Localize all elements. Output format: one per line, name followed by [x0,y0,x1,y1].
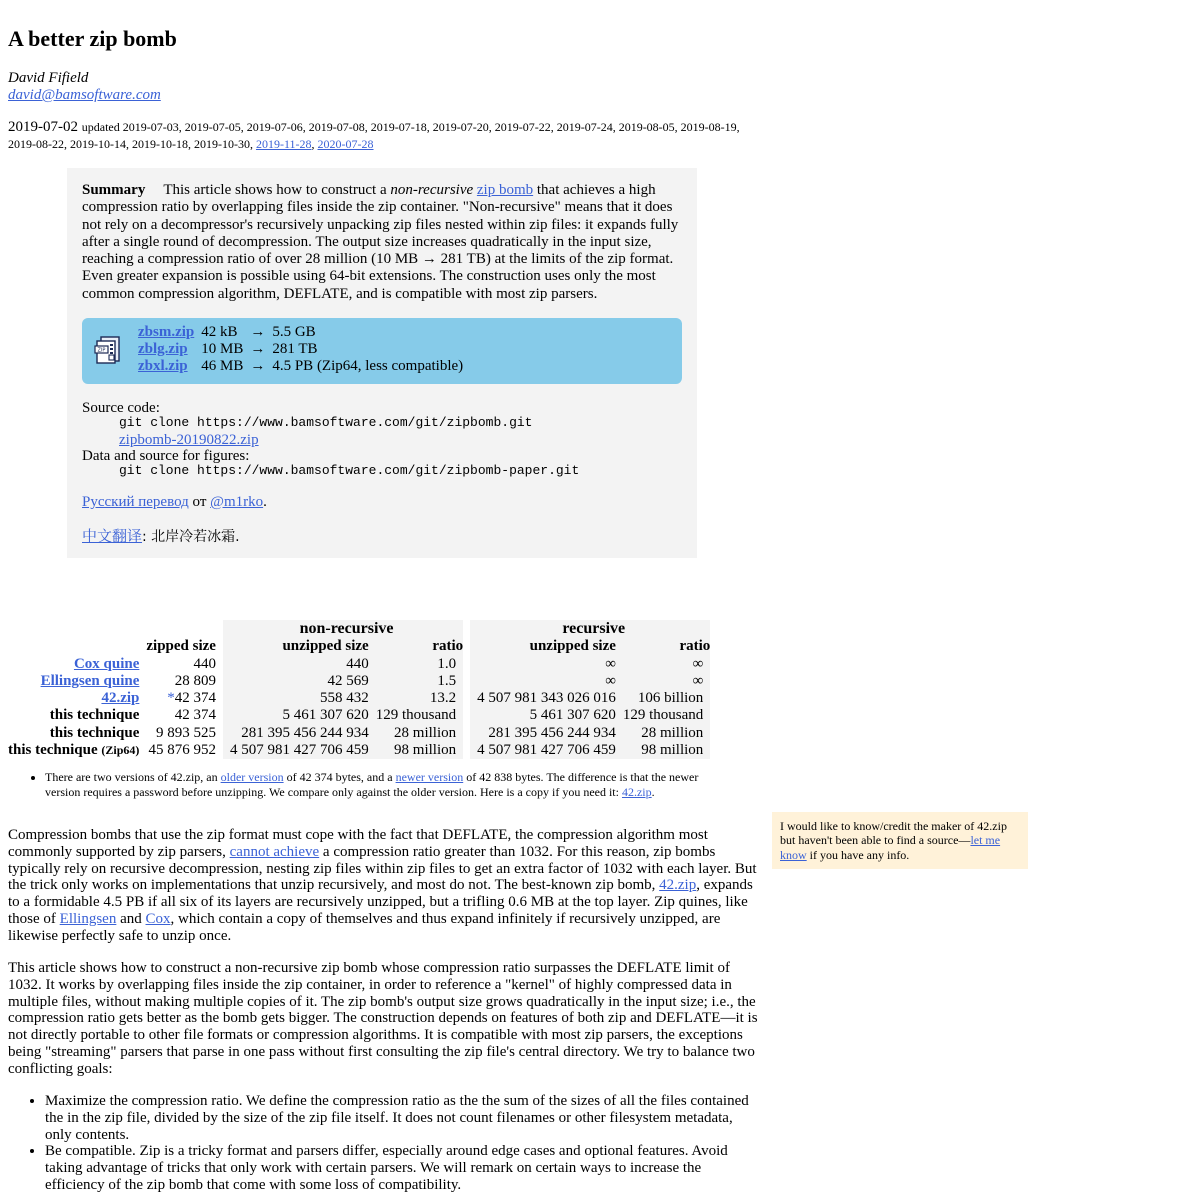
table-row: this technique 9 893 525 281 395 456 244 934 28 million 281 395 456 244 934 28 million [8,725,710,742]
download-row: zblg.zip 10 MB → 281 TB [138,341,318,357]
download-link-zblg[interactable]: zblg.zip [138,341,188,357]
russian-translation: Русский перевод от @m1rko. [82,493,267,510]
table-row: this technique 42 374 5 461 307 620 129 thousand 5 461 307 620 129 thousand [8,707,710,724]
source-git-command: git clone https://www.bamsoftware.com/git/zipbomb.git [119,414,533,430]
cox-quine-link[interactable]: Cox quine [73,655,140,672]
download-table [138,324,470,376]
summary-text: Summary This article shows how to construct a non-recursive zip bomb that achieves a high compression ratio by overlapping files inside the zip container. "Non-recursive" means that it does not rely on a decompressor's recursively unpacking zip files nested within zip files: it expands fully after a single round of decompression. The output size increases quadratically in the input size, reaching a compression ratio of over 28 million (10 MB → 281 TB) at the limits of the zip format. Even greater expansion is possible using 64-bit extensions. The construction uses only the most common compression algorithm, DEFLATE, and is compatible with most zip parsers. [82,182,679,302]
group-recursive: recursive [470,620,710,638]
col-zipped-size: zipped size [146,638,216,655]
zip-archive-icon [93,335,123,365]
zip-bomb-link[interactable]: zip bomb [476,182,534,198]
42zip-link[interactable]: 42.zip [101,690,140,707]
chinese-translation-link[interactable]: 中文翻译 [82,529,143,545]
intro-paragraph: Compression bombs that use the zip format must cope with the fact that DEFLATE, the compression algorithm most commonly supported by zip parsers, cannot achieve a compression ratio greater than 1032. For this reason, zip bombs typically rely on recursive decompression, nesting zip files within zip files to get an extra factor of 1032 with each layer. But the trick only works on implementations that unzip recursively, and most do not. The best-known zip bomb, 42.zip, expands to a formidable 4.5 PB if all six of its layers are recursively unzipped, but a trifling 0.6 MB at the top layer. Zip quines, like those of Ellingsen and Cox, which contain a copy of themselves and thus expand infinitely if recursively unzipped, are likewise perfectly safe to unzip once. [8,827,757,944]
updated-dates: updated 2019-07-03, 2019-07-05, 2019-07-06, 2019-07-08, 2019-07-18, 2019-07-20, 2019-07-22, 2019-07-24, 2019-08-05, 2019-08-19, 2019-08-22, 2019-10-14, 2019-10-18, 2019-10-30, 2019-11-28, 2020-07-28 [8,120,740,152]
table-row: Cox quine 440 440 1.0 ∞ ∞ [8,656,710,673]
russian-translation-link[interactable]: Русский перевод [82,493,189,510]
table-group-header [8,620,710,638]
table-column-header [8,638,710,655]
42zip-copy-link[interactable]: 42.zip [621,785,652,799]
cox-link[interactable]: Cox [145,910,171,927]
translations [82,494,682,547]
updated-date-link-1[interactable]: 2019-11-28 [255,137,312,152]
russian-translator-link[interactable]: @m1rko [210,493,264,510]
table-footnote: • There are two versions of 42.zip, an older version of 42 374 bytes, and a newer version of 42 838 bytes. The difference is that the newer version requires a password before unzipping. We compare only against the older version. Here is a copy if you need it: 42.zip. [45,770,725,800]
footnote-star-link[interactable]: * [167,690,175,707]
date-line [8,119,768,154]
source-section [82,400,682,480]
page-title: A better zip bomb [8,26,177,51]
cannot-achieve-link[interactable]: cannot achieve [229,843,320,860]
col-r-ratio: ratio [616,638,710,655]
42zip-body-link[interactable]: 42.zip [659,877,697,894]
table-row: 42.zip *42 374 558 432 13.2 4 507 981 343 026 016 106 billion [8,690,710,707]
goals-list [45,1093,760,1194]
download-link-zbxl[interactable]: zbxl.zip [138,358,188,375]
download-row: zbxl.zip 46 MB → 4.5 PB (Zip64, less compatible) [138,358,464,375]
svg-text:ZIP: ZIP [97,347,106,354]
ellingsen-quine-link[interactable]: Ellingsen quine [40,672,140,689]
comparison-table [8,620,710,759]
list-item: • Maximize the compression ratio. We define the compression ratio as the the sum of the sizes of all the files contained the in the zip file, divided by the size of the zip file itself. It does not count filenames or other filesystem metadata, only contents. [45,1093,760,1143]
download-row: zbsm.zip 42 kB → 5.5 GB [138,323,316,340]
summary-box [67,168,697,558]
col-r-unzipped: unzipped size [470,638,616,655]
ellingsen-link[interactable]: Ellingsen [59,910,117,927]
download-box [82,318,682,384]
source-label: Source code: [82,399,160,416]
chinese-translation: 中文翻译: 北岸冷若冰霜. [82,529,240,545]
col-nr-ratio: ratio [369,638,463,655]
sidenote: I would like to know/credit the maker of 42.zip but haven't been able to find a source—let me know if you have any info. [772,812,1028,869]
table-row: this technique (Zip64) 45 876 952 4 507 981 427 706 459 98 million 4 507 981 427 706 459 98 million [8,742,710,759]
method-paragraph: This article shows how to construct a non-recursive zip bomb whose compression ratio surpasses the DEFLATE limit of 1032. It works by overlapping files inside the zip container, in order to reference a "kernel" of highly compressed data in multiple files, without making multiple copies of it. The zip bomb's output size grows quadratically in the input size; i.e., the compression ratio gets better as the bomb gets bigger. The construction depends on features of both zip and DEFLATE—it is not directly portable to other file formats or compression algorithms. It is compatible with most zip parsers, the exceptions being "streaming" parsers that parse in one pass without first consulting the zip file's central directory. We try to balance two conflicting goals: [8,960,758,1077]
source-zip-link[interactable]: zipbomb-20190822.zip [119,431,259,448]
group-non-recursive: non-recursive [223,620,463,638]
author-email-link[interactable]: david@bamsoftware.com [8,87,161,103]
let-me-know-link[interactable]: let me know [780,833,1001,862]
data-source-label: Data and source for figures: [82,447,250,464]
older-version-link[interactable]: older version [220,770,284,784]
newer-version-link[interactable]: newer version [395,770,464,784]
summary-label: Summary [82,182,146,198]
table-row: Ellingsen quine 28 809 42 569 1.5 ∞ ∞ [8,673,710,690]
updated-date-link-2[interactable]: 2020-07-28 [317,137,374,152]
download-link-zbsm[interactable]: zbsm.zip [138,323,195,340]
data-git-command: git clone https://www.bamsoftware.com/git/zipbomb-paper.git [119,462,580,478]
author-name: David Fifield [8,70,89,86]
list-item: • Be compatible. Zip is a tricky format and parsers differ, especially around edge cases and optional features. Avoid taking advantage of tricks that only work with certain parsers. We will remark on certain ways to increase the efficiency of the zip bomb that come with some loss of compatibility. [45,1143,760,1193]
author-block [8,70,161,104]
col-nr-unzipped: unzipped size [223,638,369,655]
published-date: 2019-07-02 [8,119,78,135]
